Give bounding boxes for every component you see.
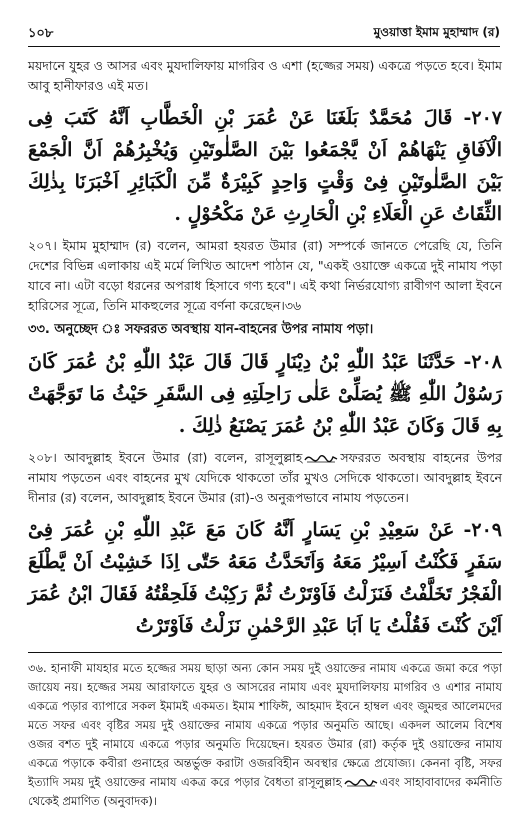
intro-paragraph: ময়দানে যুহর ও আসর এবং মুযদালিফায় মাগরিব ও এশা (হজ্জের সময়) একত্রে পড়তে হবে। ইমাম আবু হানীফারও এই মত। — [28, 58, 502, 93]
page-number: ১০৮ — [28, 26, 54, 41]
page-body — [28, 56, 502, 811]
hadith-208-text-a: ২০৮। আবদুল্লাহ ইবনে উমার (রা) বলেন, রাসূলুল্লাহ — [28, 450, 303, 465]
hadith-208-arabic: ٢٠٨- حَدَّثَنَا عَبْدُ اللّٰهِ بْنُ دِيْنَارٍ قَالَ قَالَ عَبْدُ اللّٰهِ بْنُ عُمَرَ كَانَ رَسُوْلُ اللّٰهِ ﷺ يُصَلِّىْ عَلٰى رَاحِلَتِهِ فِى السَّفَرِ حَيْثُ مَا تَوَجَّهَتْ بِهِ قَالَ وَكَانَ عَبْدُ اللّٰهِ بْنُ عُمَرَ يَصْنَعُ ذٰلِكَ . — [28, 351, 502, 437]
footnote-text-b: এবং সাহাবাবাদের কর্মনীতি থেকেই প্রমাণিত (অনুবাদক)। — [28, 775, 502, 808]
hadith-208-translation — [28, 448, 502, 508]
hadith-207-translation: ২০৭। ইমাম মুহাম্মাদ (র) বলেন, আমরা হযরত উমার (রা) সম্পর্কে জানতে পেরেছি যে, তিনি দেশের বিভিন্ন এলাকায় এই মর্মে লিখিত আদেশ পাঠান যে, "একই ওয়াক্তে একত্রে দুই নামায পড়া যাবে না। এটা বড়ো ধরনের অপরাধ হিসাবে গণ্য হবে"। এই কথা নির্ভরযোগ্য রাবীগণ আলা ইবনে হারিসের সূত্রে, তিনি মাকহুলের সূত্রে বর্ণনা করেছেন।৩৬ — [28, 238, 502, 313]
sallallahu-alayhi-wasallam-icon — [304, 454, 338, 463]
running-title: মুওয়াত্তা ইমাম মুহাম্মাদ (র) — [373, 25, 500, 39]
hadith-207-arabic: ٢٠٧- قَالَ مُحَمَّدٌ بَلَغَنَا عَنْ عُمَرَ بْنِ الْخَطَّابِ اَنَّهُ كَتَبَ فِى الْآفَاقِ يَنْهَاهُمْ اَنْ يَّجْمَعُوا بَيْنَ الصَّلٰوتَيْنِ وَيُخْبِرُهُمْ اَنَّ الْجَمْعَ بَيْنَ الصَّلٰوتَيْنِ فِىْ وَقْتٍ وَاحِدٍ كَبِيْرَةٌ مِّنَ الْكَبَائِرِ اَخْبَرَنَا بِذٰلِكَ الثِّقَاتُ عَنِ الْعَلَاءِ بْنِ الْحَارِثِ عَنْ مَكْحُوْلٍ . — [28, 107, 502, 225]
hadith-208-text-b: সফররত অবস্থায় বাহনের উপর নামায পড়তেন এবং বাহনের মুখ যেদিকে থাকতো তাঁর মুখও সেদিকে থাকতো। আবদুল্লাহ ইবনে দীনার (র) বলেন, আবদুল্লাহ ইবনে উমার (রা)-ও অনুরূপভাবে নামায পড়তেন। — [28, 450, 502, 505]
sallallahu-alayhi-wasallam-icon — [344, 778, 378, 787]
footnote-text-a: ৩৬. হানাফী মাযহার মতে হজ্জের সময় ছাড়া অন্য কোন সময় দুই ওয়াক্তের নামায একত্রে জমা করে পড়া জায়েয নয়। হজ্জের সময় আরাফাতে যুহর ও আসরের নামায এবং মুযদালিফায় মাগরিব ও এশার নামায একত্রে পড়ার ব্যাপারে সকল ইমামই একমত। ইমাম শাফিঈ, আহমাদ ইবনে হাম্বল এবং জুমহুর আলেমদের মতে সফর এবং বৃষ্টির সময় দুই ওয়াক্তের নামায একত্রে পড়ার অনুমতি আছে। একদল আলেম বিশেষ ওজর বশত দুই নামাযে একত্রে পড়ার অনুমতি দিয়েছেন। হযরত উমার (রা) কর্তৃক দুই ওয়াক্তের নামায একত্রে পড়াকে কবীরা গুনাহের অন্তর্ভুক্ত করাটা ওজরবিহীন অবস্থার ক্ষেত্রে প্রযোজ্য। কেননা বৃষ্টি, সফর ইত্যাদি সময় দুই ওয়াক্তের নামায একত্র করে পড়ার বৈধতা রাসূলুল্লাহ — [28, 661, 502, 789]
header-divider — [28, 46, 500, 47]
chapter-heading: ৩৩. অনুচ্ছেদ ঃ সফররত অবস্থায় যান-বাহনের উপর নামায পড়া। — [28, 322, 374, 337]
footnote-36 — [28, 659, 502, 811]
page-header — [28, 22, 500, 44]
footnote-divider — [28, 652, 502, 653]
hadith-209-arabic: ٢٠٩- عَنْ سَعِيْدِ بْنِ يَسَارٍ اَنَّهُ كَانَ مَعَ عَبْدِ اللّٰهِ بْنِ عُمَرَ فِىْ سَفَرٍ فَكُنْتُ اَسِيْرُ مَعَهُ وَاَتَحَدَّثُ مَعَهُ حَتّٰى اِذَا خَشِيْتُ اَنْ يَّطْلَعَ الْفَجْرُ تَخَلَّفْتُ فَنَزَلْتُ فَاَوْتَرْتُ ثُمَّ رَكِبْتُ فَلَحِقْتُهُ فَقَالَ ابْنُ عُمَرَ اَيْنَ كُنْتَ فَقُلْتُ يَا اَبَا عَبْدِ الرَّحْمٰنِ نَزَلْتُ فَاَوْتَرْتُ — [28, 519, 502, 637]
